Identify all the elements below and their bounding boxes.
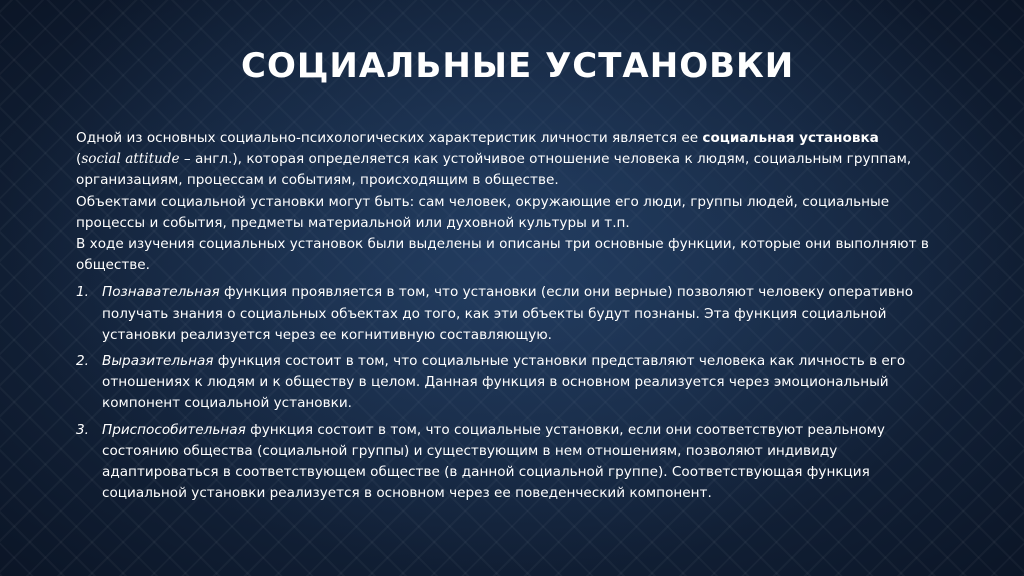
intro-paragraph-3: В ходе изучения социальных установок были выделены и описаны три основные функции, которые они выполняют в обществе. — [76, 236, 929, 274]
open-paren: ( — [76, 151, 82, 168]
list-item — [76, 282, 946, 346]
list-number: 2. — [76, 353, 89, 370]
function-name: Приспособительная — [102, 421, 246, 438]
list-item — [76, 351, 946, 415]
list-number: 3. — [76, 421, 89, 438]
intro-paragraph-2: Объектами социальной установки могут быть: сам человек, окружающие его люди, группы людей, социальные процессы и события, предметы материальной или духовной культуры и т.п. — [76, 193, 890, 231]
function-text: функция состоит в том, что социальные установки, если они соответствуют реальному состоянию общества (социальной группы) и существующим в нем отношениям, позволяют индивиду адаптироваться в соответствующем обществе (в данной социальной группе). Соответствующая функция социальной установки реализуется в основном через ее поведенческий компонент. — [102, 421, 885, 502]
function-name: Познавательная — [102, 284, 220, 301]
slide-title: СОЦИАЛЬНЫЕ УСТАНОВКИ — [241, 46, 795, 86]
english-term: social attitude — [81, 151, 180, 168]
list-item — [76, 420, 946, 505]
function-text: функция проявляется в том, что установки (если они верные) позволяют человеку оперативно получать знания о социальных объектах до того, как эти объекты будут познаны. Эта функция социальной установки реализуется через ее когнитивную составляющую. — [102, 284, 914, 343]
function-text: функция состоит в том, что социальные установки представляют человека как личность в его отношениях к людям и к обществу в целом. Данная функция в основном реализуется через эмоциональный компонент социальной установки. — [102, 353, 906, 412]
intro-text-rest: – англ.), которая определяется как устойчивое отношение человека к людям, социальным группам, организациям, процессам и событиям, происходящим в обществе. — [76, 151, 912, 189]
functions-list — [76, 282, 946, 504]
term-social-attitude: социальная установка — [702, 130, 879, 146]
intro-text-start: Одной из основных социально-психологических характеристик личности является ее — [76, 130, 703, 146]
list-number: 1. — [76, 284, 89, 301]
function-name: Выразительная — [102, 353, 214, 370]
intro-paragraph-1 — [76, 128, 946, 192]
slide-body — [76, 128, 946, 509]
